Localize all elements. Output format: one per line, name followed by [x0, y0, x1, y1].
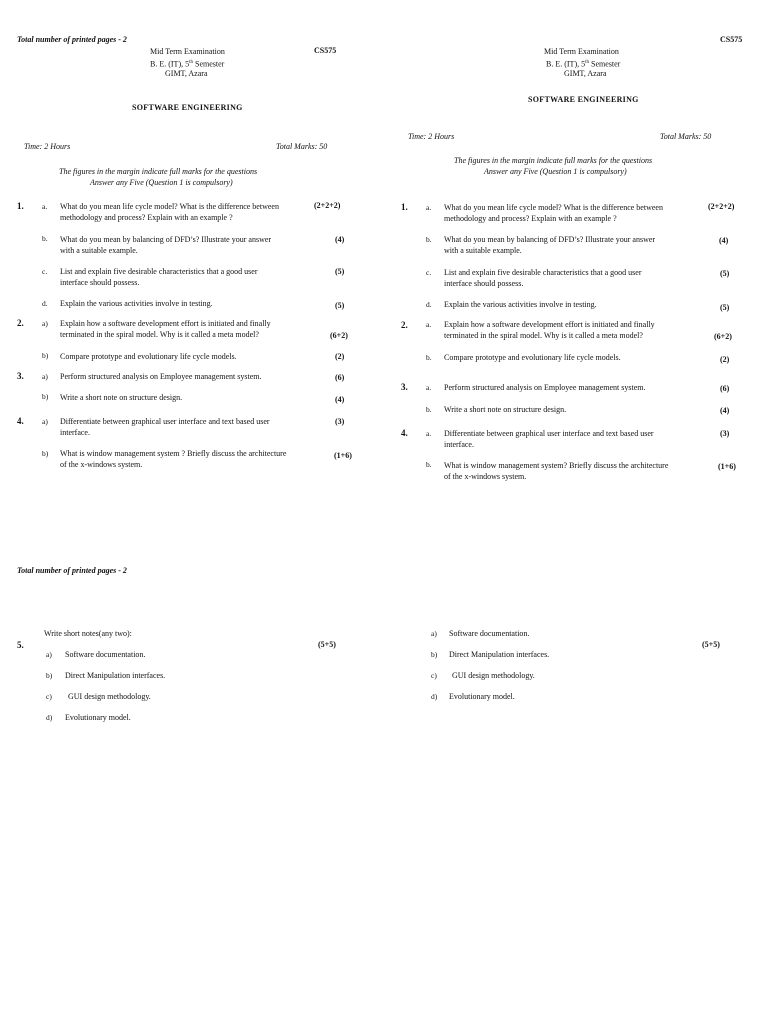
sub-label: a.: [426, 320, 432, 329]
short-note-item: Direct Manipulation interfaces.: [65, 671, 166, 680]
sub-label: b.: [426, 405, 432, 414]
question-text: Compare prototype and evolutionary life cycle models.: [60, 352, 237, 361]
question-number: 3.: [17, 371, 24, 381]
sub-label: c): [431, 671, 437, 680]
program-line: B. E. (IT), 5th Semester: [150, 59, 225, 69]
instruction-line-2: Answer any Five (Question 1 is compulsory): [90, 178, 233, 187]
sub-label: a): [431, 629, 437, 638]
question-number: 3.: [401, 382, 408, 392]
marks: (1+6): [718, 462, 736, 471]
sub-label: b.: [426, 235, 432, 244]
sub-label: a.: [426, 429, 432, 438]
sub-label: d.: [426, 300, 432, 309]
sub-label: b.: [42, 234, 48, 243]
exam-title: Mid Term Examination: [150, 47, 225, 56]
marks: (4): [335, 395, 345, 404]
question-text: Differentiate between graphical user interface and text based user interface.: [60, 417, 270, 437]
sub-label: c.: [426, 268, 432, 277]
marks: (3): [335, 417, 345, 426]
question-text: Explain how a software development effort is initiated and finally terminated in the spiral model. Why is it called a meta model?: [60, 319, 271, 339]
marks: (4): [720, 406, 730, 415]
marks: (6): [720, 384, 730, 393]
question-text: What do you mean by balancing of DFD’s? Illustrate your answer with a suitable example.: [444, 235, 656, 255]
question-text: What do you mean life cycle model? What is the difference between methodology and process? Explain with an example ?: [60, 202, 279, 222]
sub-label: d): [46, 713, 53, 722]
sub-label: d.: [42, 299, 48, 308]
question-text: Explain how a software development effort is initiated and finally terminated in the spiral model. Why is it called a meta model?: [444, 320, 655, 340]
sub-label: a): [42, 372, 48, 381]
institute: GIMT, Azara: [165, 69, 208, 78]
marks: (2+2+2): [708, 202, 735, 211]
sub-label: a.: [426, 383, 432, 392]
subject-title: SOFTWARE ENGINEERING: [528, 95, 639, 104]
marks: (2): [335, 352, 345, 361]
time-label: Time: 2 Hours: [24, 142, 71, 151]
sub-label: b.: [426, 353, 432, 362]
subject-title: SOFTWARE ENGINEERING: [132, 103, 243, 112]
question-number: 1.: [401, 202, 408, 212]
question-text: Write a short note on structure design.: [444, 405, 567, 414]
instruction-line-1: The figures in the margin indicate full marks for the questions: [454, 156, 653, 165]
marks: (5): [335, 301, 345, 310]
sub-label: b.: [426, 460, 432, 469]
institute: GIMT, Azara: [564, 69, 607, 78]
question-text: Explain the various activities involve in testing.: [444, 300, 597, 309]
short-note-item: Software documentation.: [65, 650, 146, 659]
sub-label: a): [42, 319, 48, 328]
question-number: 2.: [17, 318, 24, 328]
sub-label: b): [431, 650, 438, 659]
marks: (2): [720, 355, 730, 364]
sub-label: d): [431, 692, 438, 701]
question-text: Compare prototype and evolutionary life cycle models.: [444, 353, 621, 362]
question-number: 2.: [401, 320, 408, 330]
question-text: Perform structured analysis on Employee management system.: [444, 383, 646, 392]
question-number: 1.: [17, 201, 24, 211]
right-page: [384, 0, 768, 560]
instruction-line-2: Answer any Five (Question 1 is compulsory): [484, 167, 627, 176]
question-text: What do you mean by balancing of DFD’s? Illustrate your answer with a suitable example.: [60, 235, 272, 255]
marks: (4): [335, 235, 345, 244]
marks: (6+2): [330, 331, 348, 340]
question-text: List and explain five desirable characteristics that a good user interface should possess.: [60, 267, 258, 287]
marks: (4): [719, 236, 729, 245]
question-text: What is window management system? Briefly discuss the architecture of the x-windows system.: [444, 461, 669, 481]
short-note-item: Direct Manipulation interfaces.: [449, 650, 550, 659]
question-number: 4.: [401, 428, 408, 438]
sub-label: b): [42, 449, 49, 458]
marks: (3): [720, 429, 730, 438]
question-number: 4.: [17, 416, 24, 426]
total-marks-label: Total Marks: 50: [660, 132, 712, 141]
sub-label: a.: [42, 202, 48, 211]
question-text: Write short notes(any two):: [44, 629, 132, 638]
sub-label: a): [46, 650, 52, 659]
left-page: [0, 0, 384, 560]
printed-pages-note: Total number of printed pages - 2: [17, 35, 127, 44]
marks: (6): [335, 373, 345, 382]
question-text: Perform structured analysis on Employee management system.: [60, 372, 262, 381]
question-text: Differentiate between graphical user interface and text based user interface.: [444, 429, 654, 449]
short-note-item: GUI design methodology.: [68, 692, 151, 701]
short-note-item: Software documentation.: [449, 629, 530, 638]
time-label: Time: 2 Hours: [408, 132, 455, 141]
sub-label: c): [46, 692, 52, 701]
question-text: Write a short note on structure design.: [60, 393, 183, 402]
total-marks-label: Total Marks: 50: [276, 142, 328, 151]
sub-label: b): [42, 351, 49, 360]
marks: (5): [335, 267, 345, 276]
question-text: What is window management system ? Briefly discuss the architecture of the x-windows system.: [60, 449, 287, 469]
program-line: B. E. (IT), 5th Semester: [546, 59, 621, 69]
course-code: CS575: [720, 35, 743, 44]
sub-label: a.: [426, 203, 432, 212]
short-note-item: Evolutionary model.: [449, 692, 515, 701]
sub-label: a): [42, 417, 48, 426]
marks: (2+2+2): [314, 201, 341, 210]
question-text: List and explain five desirable characteristics that a good user interface should possess.: [444, 268, 642, 288]
printed-pages-note-page2: Total number of printed pages - 2: [17, 566, 127, 575]
instruction-line-1: The figures in the margin indicate full marks for the questions: [59, 167, 258, 176]
sub-label: c.: [42, 267, 48, 276]
marks: (5): [720, 303, 730, 312]
exam-title: Mid Term Examination: [544, 47, 619, 56]
short-note-item: GUI design methodology.: [452, 671, 535, 680]
short-note-item: Evolutionary model.: [65, 713, 131, 722]
marks: (5+5): [702, 640, 720, 649]
question-text: Explain the various activities involve in testing.: [60, 299, 213, 308]
question-number: 5.: [17, 640, 24, 650]
course-code: CS575: [314, 46, 337, 55]
sub-label: b): [46, 671, 53, 680]
question-text: What do you mean life cycle model? What is the difference between methodology and process? Explain with an example ?: [444, 203, 663, 223]
marks: (5): [720, 269, 730, 278]
marks: (5+5): [318, 640, 336, 649]
marks: (1+6): [334, 451, 352, 460]
marks: (6+2): [714, 332, 732, 341]
sub-label: b): [42, 392, 49, 401]
